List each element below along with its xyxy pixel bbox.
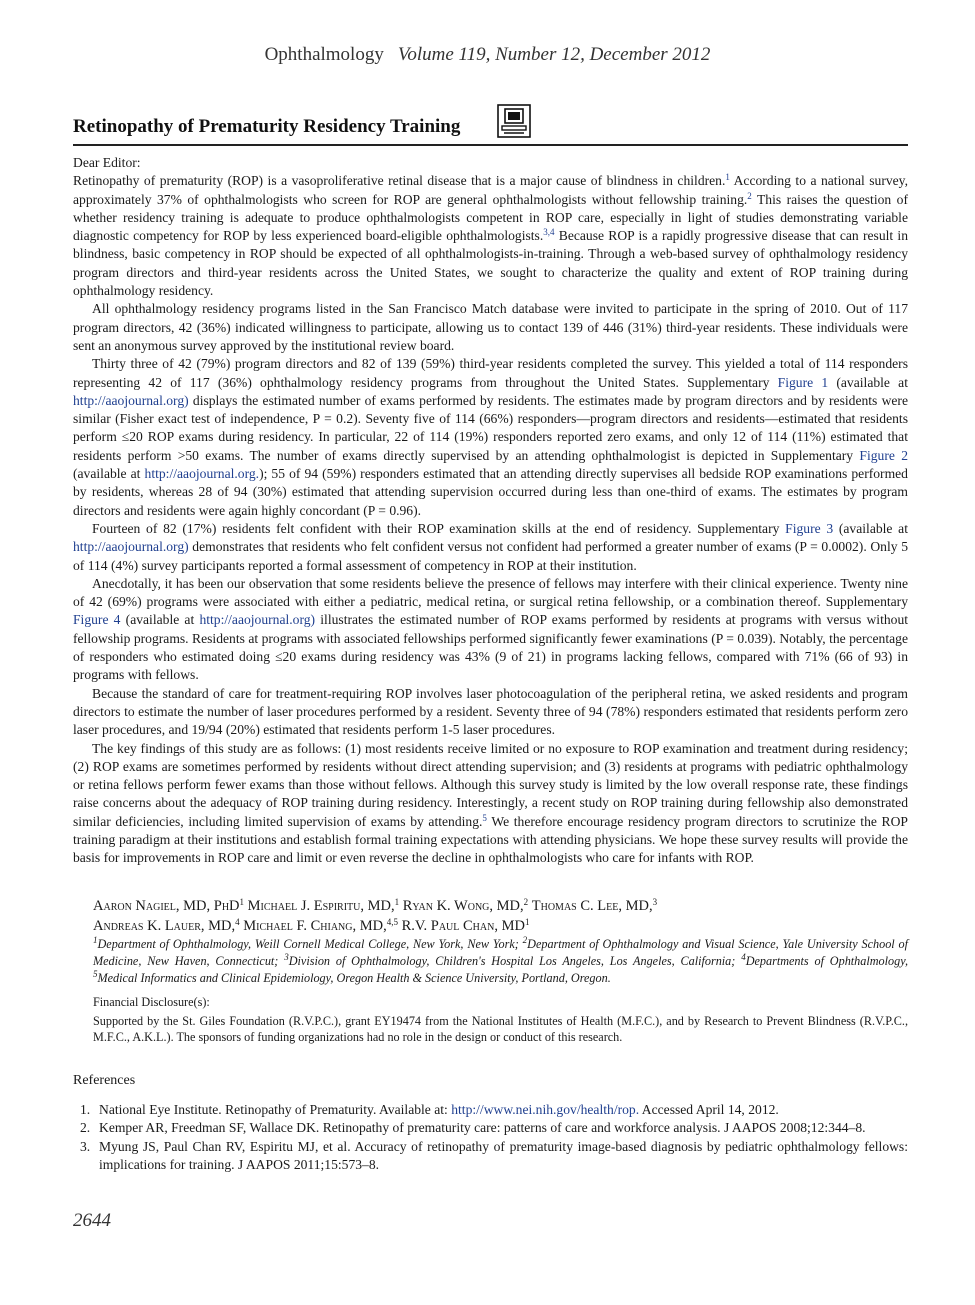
letter-body <box>73 154 908 868</box>
references-heading: References <box>73 1073 136 1088</box>
reference-item <box>73 1101 908 1119</box>
journal-name: Ophthalmology <box>264 44 384 65</box>
journal-url-link[interactable]: http://aaojournal.org) <box>199 612 316 628</box>
citation-3-4[interactable]: 3,4 <box>543 227 555 238</box>
affiliation-mark: 5 <box>93 969 98 979</box>
reference-url-link[interactable]: http://www.nei.nih.gov/health/rop. <box>451 1102 640 1117</box>
journal-url-link[interactable]: http://aaojournal.org) <box>73 539 189 555</box>
reference-number: 1. <box>80 1102 91 1117</box>
p5-text-b: (available at <box>120 612 200 628</box>
figure-2-link[interactable]: Figure 2 <box>859 447 908 463</box>
financial-disclosure <box>93 994 908 1046</box>
p3-text-b: (available at <box>828 374 908 390</box>
affiliation-mark: 3 <box>284 952 289 962</box>
affiliation-mark: 1 <box>93 935 98 945</box>
citation-5[interactable]: 5 <box>482 812 487 823</box>
paragraph-6: Because the standard of care for treatment-requiring ROP involves laser photocoagulation of the peripheral retina, we asked residents and program directors to estimate the number of laser procedures performed by a resident. Seventy three of 94 (78%) responders estimated that residents perform zero laser procedures, and 19/94 (20%) estimated that residents perform 1-5 laser procedures. <box>73 685 908 738</box>
title-row <box>73 104 908 146</box>
p3-text-c: displays the estimated number of exams performed by residents. The estimates made by program directors and by residents were similar (Fisher exact test of independence, P = 0.2). Seventy five of 114 (66%) responders—program directors and residents—estimated that residents perform ≤20 ROP exams during residency. In particular, 22 of 114 (19%) responders reported zero exams, and only 12 of 114 (11%) estimated that residents perform >50 exams. The number of exams directly supervised by an attending ophthalmologist is depicted in Supplementary <box>73 392 908 463</box>
affiliation-text: Division of Ophthalmology, Children's Hospital Los Angeles, Los Angeles, California; <box>288 954 742 968</box>
p3-text-a: Thirty three of 42 (79%) program directors and 82 of 139 (59%) third-year residents completed the survey. This yielded a total of 114 responders representing 42 of 117 (36%) ophthalmology residency programs from throughout the United States. Supplementary <box>73 356 908 390</box>
paragraph-3 <box>73 355 908 520</box>
affiliation-mark: 4 <box>741 952 746 962</box>
p7-text-a: The key findings of this study are as follows: (1) most residents receive limited or no exposure to ROP examination and treatment during residency; (2) ROP exams are sometimes performed by residents without direct attending supervision; and (3) residents at programs with pediatric ophthalmology or retina fellows perform fewer exams than those without fellows. Although this survey study is limited by the low overall response rate, these findings raise concerns about the adequacy of ROP training during residency. Interestingly, a recent study on ROP training during fellowship also demonstrated similar deficiencies, including limited supervision of exams by attending. <box>73 740 908 829</box>
figure-1-link[interactable]: Figure 1 <box>777 374 829 390</box>
paragraph-4 <box>73 520 908 575</box>
paragraph-1 <box>73 172 908 300</box>
author-affiliation-mark: 4,5 <box>386 917 398 927</box>
author-name: Ryan K. Wong, MD, <box>402 898 524 914</box>
p1-text-c: This raises the question of whether residency training is adequate to produce ophthalmologists competent in ROP care, especially in light of studies demonstrating variable diagnostic competency for ROP by less experienced board-eligible ophthalmologists. <box>73 191 908 244</box>
page-number: 2644 <box>73 1210 111 1231</box>
author-name: R.V. Paul Chan, MD <box>401 918 525 934</box>
p5-text-a: Anecdotally, it has been our observation that some residents believe the presence of fellows may interfere with their clinical experience. Twenty nine of 42 (69%) programs were associated with either a pediatric, medical retina, or surgical retina fellowship, or a combination thereof. Supplementary <box>73 575 908 610</box>
p1-text-a: Retinopathy of prematurity (ROP) is a vasoproliferative retinal disease that is a major cause of blindness in children. <box>73 173 726 189</box>
journal-url-link[interactable]: http://aaojournal.org. <box>144 466 260 482</box>
disclosure-text: Supported by the St. Giles Foundation (R.V.P.C.), grant EY19474 from the National Institutes of Health (M.F.C.), and by Research to Prevent Blindness (R.V.P.C., M.F.C., A.K.L.). The sponsors of funding organizations had no role in the design or conduct of this research. <box>93 1013 908 1044</box>
p5-text-c: illustrates the estimated number of ROP exams performed by residents at programs with versus without fellowship programs. Residents at programs with associated fellowships performed significantly fewer examinations (P = 0.039). Notably, the percentage of responders who estimated doing ≤20 exams during residency was 43% (9 of 21) in programs lacking fellows, compared with 71% (66 of 93) in programs with fellows. <box>73 612 909 683</box>
paragraph-2: All ophthalmology residency programs listed in the San Francisco Match database were invited to participate in the spring of 2010. Out of 117 program directors, 42 (36%) indicated willingness to participate, allowing us to contact 139 of 446 (31%) third-year residents. These individuals were sent an anonymous survey approved by the institutional review board. <box>73 301 908 353</box>
author-affiliation-mark: 1 <box>239 897 245 907</box>
affiliation-text: Medical Informatics and Clinical Epidemiology, Oregon Health & Science University, Portland, Oregon. <box>97 971 611 985</box>
p1-text-d: Because ROP is a rapidly progressive disease that can result in blindness, basic competency in ROP should be expected of all ophthalmologists-in-training. Through a web-based survey of ophthalmology residency program directors and third-year residents across the United States, we sought to characterize the quality and extent of ROP training during ophthalmology residency. <box>73 228 908 299</box>
running-head <box>0 44 975 66</box>
figure-3-link[interactable]: Figure 3 <box>785 520 834 536</box>
p3-text-e: ); 55 of 94 (59%) responders estimated that an attending directly supervises all bedside ROP examinations performed by residents, whereas 28 of 94 (30%) estimated that attending supervision occurred during less than one-third of exams. The estimates by program directors and residents were again highly concordant (P = 0.96). <box>73 466 908 518</box>
author-name: Michael J. Espiritu, MD, <box>247 898 395 914</box>
reference-item <box>73 1138 908 1175</box>
affiliations <box>93 936 908 987</box>
computer-icon <box>497 104 531 138</box>
p4-text-c: demonstrates that residents who felt confident versus not confident had performed a greater number of exams (P = 0.0002). Only 5 of 114 (4%) survey participants reported a formal assessment of competency in ROP at their institution. <box>73 539 908 573</box>
author-name: Aaron Nagiel, MD, PhD <box>93 898 240 914</box>
journal-url-link[interactable]: http://aaojournal.org) <box>73 392 189 408</box>
author-affiliation-mark: 2 <box>523 897 529 907</box>
reference-text: National Eye Institute. Retinopathy of Prematurity. Available at: <box>99 1102 452 1117</box>
reference-list <box>73 1101 908 1174</box>
reference-number: 3. <box>80 1138 91 1154</box>
affiliation-text: Department of Ophthalmology, Weill Cornell Medical College, New York, New York; <box>97 937 523 951</box>
paragraph-5 <box>73 575 908 685</box>
p3-text-d: (available at <box>73 466 145 482</box>
author-affiliation-mark: 1 <box>524 917 530 927</box>
author-name: Andreas K. Lauer, MD, <box>93 918 236 934</box>
affiliation-mark: 2 <box>522 935 528 945</box>
article-title: Retinopathy of Prematurity Residency Training <box>73 116 461 137</box>
paragraph-7 <box>73 740 908 868</box>
affiliation-text: Department of Ophthalmology and Visual Science, Yale University School of Medicine, New Haven, Connecticut; <box>93 937 908 968</box>
author-name: Thomas C. Lee, MD, <box>531 898 653 914</box>
author-affiliation-mark: 1 <box>394 897 400 907</box>
salutation: Dear Editor: <box>73 155 141 170</box>
reference-text: Myung JS, Paul Chan RV, Espiritu MJ, et al. Accuracy of retinopathy of prematurity image-based diagnosis by pediatric ophthalmology fellows: implications for training. J AAPOS 2011;15:573–8. <box>99 1138 908 1172</box>
disclosure-label: Financial Disclosure(s): <box>93 995 210 1009</box>
citation-2[interactable]: 2 <box>747 190 752 201</box>
p4-text-a: Fourteen of 82 (17%) residents felt confident with their ROP examination skills at the end of residency. Supplementary <box>92 520 786 536</box>
affiliation-text: Departments of Ophthalmology, <box>745 954 909 968</box>
citation-1[interactable]: 1 <box>725 172 730 183</box>
reference-text: Accessed April 14, 2012. <box>639 1102 779 1117</box>
author-name: Michael F. Chiang, MD, <box>243 918 387 934</box>
reference-text: Kemper AR, Freedman SF, Wallace DK. Retinopathy of prematurity care: patterns of care and workforce analysis. J AAPOS 2008;12:344–8. <box>99 1120 866 1136</box>
author-affiliation-mark: 4 <box>235 917 240 927</box>
reference-number: 2. <box>80 1120 91 1136</box>
author-list <box>93 896 908 936</box>
p7-text-b: We therefore encourage residency program directors to scrutinize the ROP training paradigm at their institutions and establish formal training expectations with attending physicians. We hope these survey results will provide the basis for improvements in ROP care and limit or even reverse the decline in ophthalmologists who care for infants with ROP. <box>73 813 908 866</box>
volume-info: Volume 119, Number 12, December 2012 <box>397 44 711 65</box>
reference-item <box>73 1119 908 1137</box>
p4-text-b: (available at <box>833 520 908 536</box>
figure-4-link[interactable]: Figure 4 <box>73 612 121 628</box>
p1-text-b: According to a national survey, approximately 37% of ophthalmologists who screen for ROP are general ophthalmologists without fellowship training. <box>73 173 908 207</box>
author-affiliation-mark: 3 <box>652 897 658 907</box>
